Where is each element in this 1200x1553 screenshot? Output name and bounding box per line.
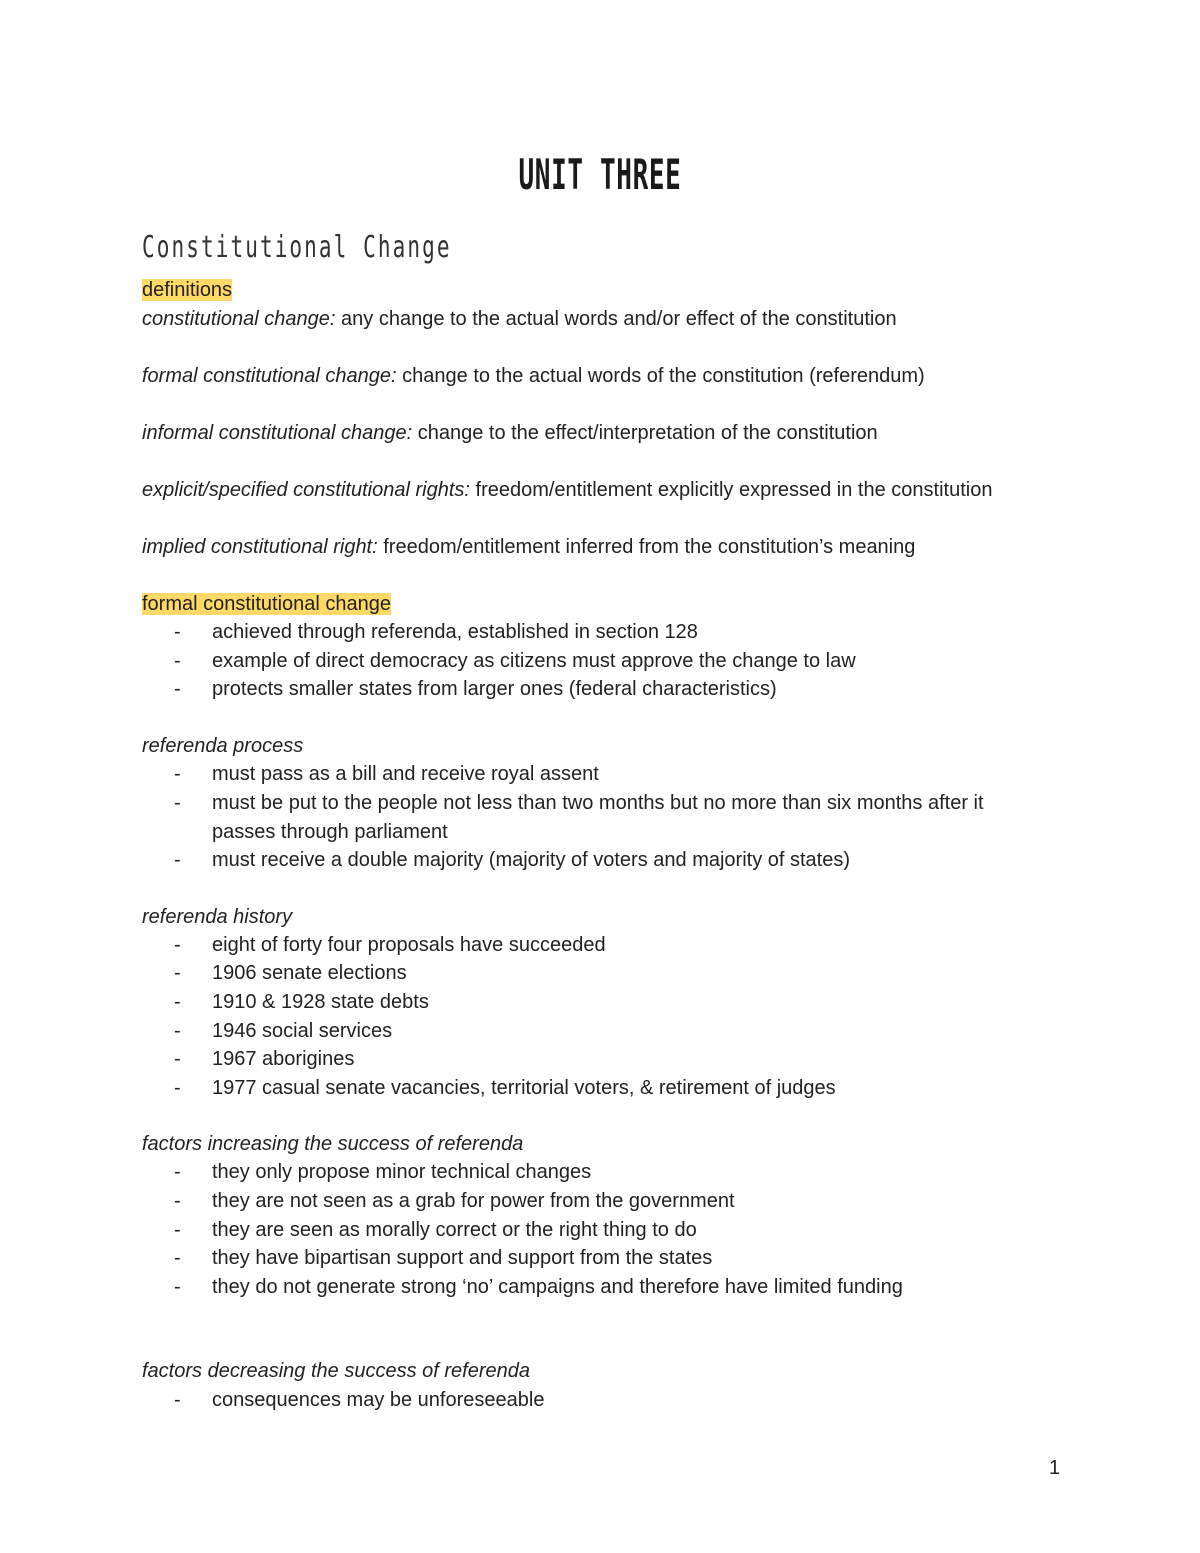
list-item-text: achieved through referenda, established in section 128 xyxy=(212,621,698,643)
list-item-text: consequences may be unforeseeable xyxy=(212,1389,545,1411)
definitions-heading-text: definitions xyxy=(142,279,233,301)
list-item-text: they have bipartisan support and support from the states xyxy=(212,1247,713,1269)
bullet-dash: - xyxy=(174,678,181,700)
definition-item xyxy=(142,421,878,445)
bullet-dash: - xyxy=(174,1020,181,1042)
definition-text: change to the actual words of the constitution (referendum) xyxy=(396,365,925,387)
list-item-text: they are not seen as a grab for power from the government xyxy=(212,1190,735,1212)
formal-change-heading-text: formal constitutional change xyxy=(142,593,392,615)
definition-item xyxy=(142,307,897,331)
decreasing-factors-heading: factors decreasing the success of referenda xyxy=(142,1360,530,1382)
list-item-text: 1906 senate elections xyxy=(212,962,407,984)
definition-text: freedom/entitlement inferred from the constitution’s meaning xyxy=(377,536,916,558)
bullet-dash: - xyxy=(174,1247,181,1269)
bullet-dash: - xyxy=(174,763,181,785)
list-item-text: must pass as a bill and receive royal assent xyxy=(212,763,599,785)
definition-term: constitutional change: xyxy=(142,308,336,330)
page-title: UNIT THREE xyxy=(518,150,682,199)
increasing-factors-heading: factors increasing the success of referenda xyxy=(142,1133,524,1155)
list-item-text: must be put to the people not less than two months but no more than six months after it xyxy=(212,792,984,814)
bullet-dash: - xyxy=(174,991,181,1013)
list-item-text: 1910 & 1928 state debts xyxy=(212,991,429,1013)
list-item-text: they only propose minor technical changes xyxy=(212,1161,592,1183)
list-item-text: example of direct democracy as citizens must approve the change to law xyxy=(212,650,856,672)
definition-term: explicit/specified constitutional rights: xyxy=(142,479,470,501)
list-item-text: 1967 aborigines xyxy=(212,1048,355,1070)
bullet-dash: - xyxy=(174,1077,181,1099)
bullet-dash: - xyxy=(174,1190,181,1212)
list-item-text: they are seen as morally correct or the right thing to do xyxy=(212,1219,697,1241)
list-item-text: eight of forty four proposals have succeeded xyxy=(212,934,606,956)
bullet-dash: - xyxy=(174,1389,181,1411)
bullet-dash: - xyxy=(174,792,181,814)
list-item-text: protects smaller states from larger ones (federal characteristics) xyxy=(212,678,777,700)
bullet-dash: - xyxy=(174,1048,181,1070)
bullet-dash: - xyxy=(174,962,181,984)
process-heading: referenda process xyxy=(142,735,304,757)
bullet-dash: - xyxy=(174,621,181,643)
definition-item xyxy=(142,535,915,559)
list-item-text: 1946 social services xyxy=(212,1020,393,1042)
definition-term: formal constitutional change: xyxy=(142,365,397,387)
definition-term: implied constitutional right: xyxy=(142,536,378,558)
formal-change-heading xyxy=(142,592,391,616)
definitions-heading xyxy=(142,278,232,302)
bullet-dash: - xyxy=(174,650,181,672)
definition-term: informal constitutional change: xyxy=(142,422,413,444)
bullet-dash: - xyxy=(174,934,181,956)
list-item-text: they do not generate strong ‘no’ campaigns and therefore have limited funding xyxy=(212,1276,903,1298)
definition-item xyxy=(142,364,925,388)
history-heading: referenda history xyxy=(142,906,293,928)
definition-text: freedom/entitlement explicitly expressed in the constitution xyxy=(469,479,993,501)
section-title: Constitutional Change xyxy=(142,230,452,265)
list-item-text: must receive a double majority (majority of voters and majority of states) xyxy=(212,849,851,871)
definition-item xyxy=(142,478,992,502)
page-number: 1 xyxy=(1049,1457,1061,1479)
definition-text: change to the effect/interpretation of the constitution xyxy=(412,422,878,444)
definition-text: any change to the actual words and/or effect of the constitution xyxy=(335,308,897,330)
bullet-dash: - xyxy=(174,1161,181,1183)
bullet-dash: - xyxy=(174,849,181,871)
list-item-text: 1977 casual senate vacancies, territorial voters, & retirement of judges xyxy=(212,1077,836,1099)
list-item-text: passes through parliament xyxy=(212,821,448,843)
bullet-dash: - xyxy=(174,1276,181,1298)
bullet-dash: - xyxy=(174,1219,181,1241)
